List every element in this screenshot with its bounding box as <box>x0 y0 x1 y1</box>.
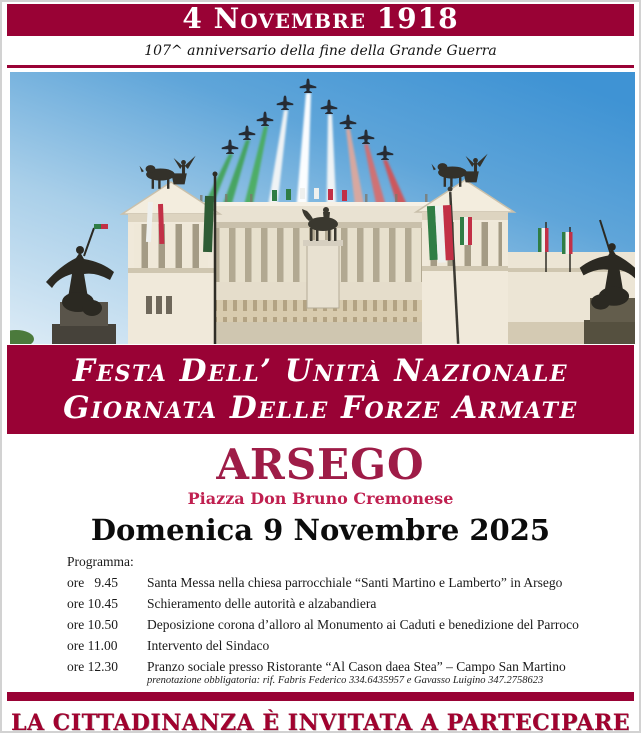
event-date: Domenica 9 Novembre 2025 <box>90 513 551 547</box>
program-row <box>67 575 639 591</box>
program-time: ore 9.45 <box>67 575 118 590</box>
town-name: ARSEGO <box>216 440 425 489</box>
participation-notice: LA CITTADINANZA È INVITATA A PARTECIPARE <box>10 710 631 733</box>
banner-line-2: Giornata Delle Forze Armate <box>63 390 578 426</box>
national-unity-banner <box>7 345 634 434</box>
event-photo <box>10 72 631 344</box>
program-text-main: Pranzo sociale presso Ristorante “Al Cason daea Stea” – Campo San Martino <box>147 659 566 674</box>
top-banner <box>7 4 634 36</box>
program-text: Deposizione corona d’alloro al Monumento ai Caduti e benedizione del Parroco <box>147 617 579 632</box>
program-row <box>67 596 639 612</box>
page-subtitle: 107^ anniversario della fine della Grande Guerra <box>144 42 497 59</box>
page-title: 4 Novembre 1918 <box>182 2 459 35</box>
program-time: ore 10.45 <box>67 596 118 611</box>
program-time: ore 12.30 <box>67 659 118 674</box>
program-label: Programma: <box>67 554 134 569</box>
separator-line <box>7 65 634 68</box>
program-text: Schieramento delle autorità e alzabandiera <box>147 596 377 611</box>
program-text: Intervento del Sindaco <box>147 638 270 653</box>
program-time: ore 11.00 <box>67 638 118 653</box>
small-flag-center-right <box>460 217 472 245</box>
program-note: prenotazione obbligatoria: rif. Fabris Federico 334.6435957 e Gavasso Luigino 347.2758623 <box>147 675 544 686</box>
venue-name: Piazza Don Bruno Cremonese <box>187 489 454 508</box>
program-section <box>67 553 639 687</box>
program-row <box>67 659 639 687</box>
footer-bar <box>7 692 634 701</box>
program-text: Santa Messa nella chiesa parrocchiale “Santi Martino e Lamberto” in Arsego <box>147 575 563 590</box>
program-row <box>67 638 639 654</box>
program-row <box>67 617 639 633</box>
program-text <box>147 659 639 687</box>
program-time: ore 10.50 <box>67 617 118 632</box>
banner-line-1: Festa Dell’ Unità Nazionale <box>72 352 569 389</box>
